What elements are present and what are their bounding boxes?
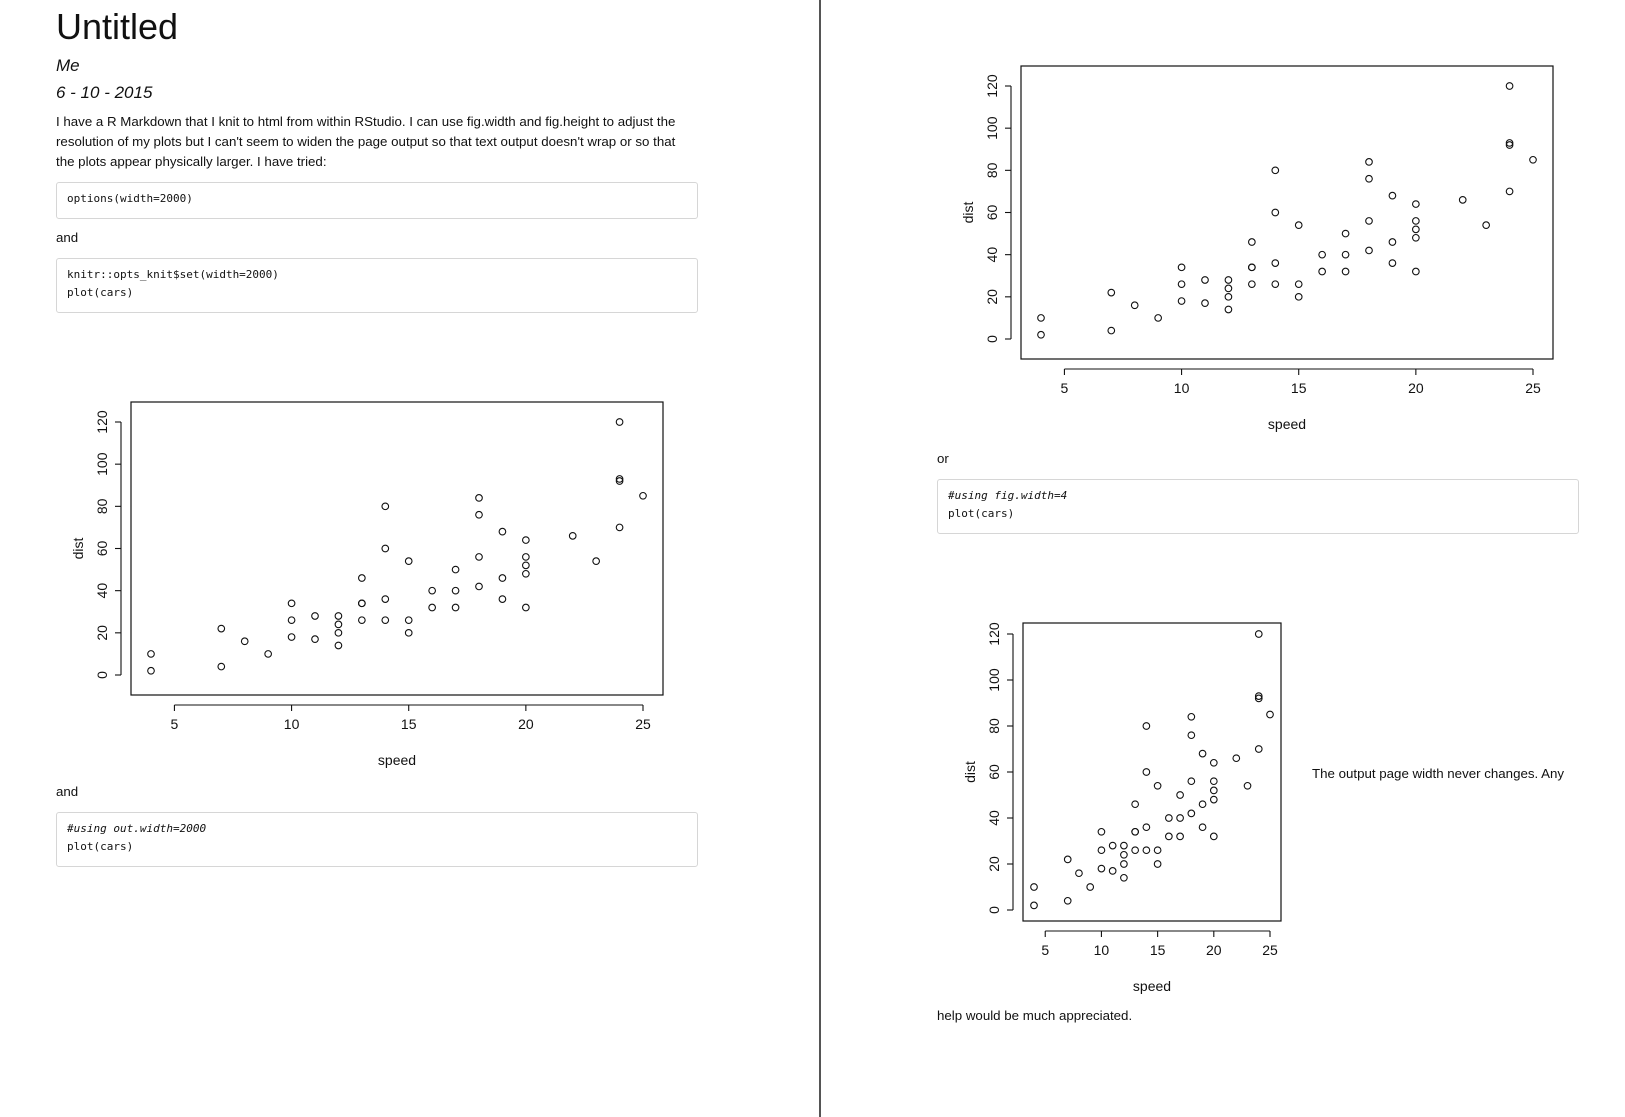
data-point <box>1108 289 1115 296</box>
code-comment: #using fig.width=4 <box>948 489 1068 502</box>
data-point <box>476 554 483 561</box>
data-point <box>1064 856 1071 863</box>
x-tick-label: 25 <box>1525 380 1541 396</box>
data-point <box>1272 167 1279 174</box>
y-tick-label: 100 <box>986 668 1002 692</box>
data-point <box>218 663 225 670</box>
data-point <box>1530 156 1537 163</box>
data-point <box>1166 815 1173 822</box>
data-point <box>312 636 319 643</box>
data-point <box>1177 833 1184 840</box>
data-point <box>1413 235 1420 242</box>
plot-frame <box>131 402 663 695</box>
y-tick-label: 80 <box>984 162 1000 179</box>
data-point <box>1202 300 1209 307</box>
data-point <box>1211 778 1218 785</box>
data-point <box>1233 755 1240 762</box>
data-point <box>1177 792 1184 799</box>
data-point <box>1413 268 1420 275</box>
data-point <box>476 511 483 518</box>
x-tick-label: 5 <box>170 716 179 732</box>
data-point <box>1319 268 1326 275</box>
data-point <box>335 621 342 628</box>
x-tick-label: 15 <box>1149 942 1166 958</box>
data-point <box>382 617 389 624</box>
data-point <box>1143 723 1150 730</box>
data-point <box>1249 281 1256 288</box>
data-point <box>1154 847 1161 854</box>
data-point <box>1342 251 1349 258</box>
x-tick-label: 5 <box>1041 942 1050 958</box>
data-point <box>1121 842 1128 849</box>
data-point <box>523 562 530 569</box>
data-point <box>1366 175 1373 182</box>
data-point <box>1109 842 1116 849</box>
data-point <box>640 492 647 499</box>
data-point <box>1225 277 1232 284</box>
data-point <box>1132 847 1139 854</box>
data-point <box>1225 285 1232 292</box>
data-point <box>593 558 600 565</box>
data-point <box>1272 260 1279 267</box>
data-point <box>1366 247 1373 254</box>
and-text-1: and <box>56 230 79 245</box>
scatter-plot-3 <box>935 605 1278 1000</box>
y-tick-label: 0 <box>986 906 1002 914</box>
data-point <box>1211 760 1218 767</box>
data-point <box>1459 197 1466 204</box>
data-point <box>616 419 623 426</box>
code-block-fig-width[interactable] <box>937 479 1579 534</box>
code-line: knitr::opts_knit$set(width=2000) <box>67 268 279 281</box>
data-point <box>382 596 389 603</box>
data-point <box>1108 327 1115 334</box>
data-point <box>1038 331 1045 338</box>
data-point <box>335 613 342 620</box>
y-tick-label: 120 <box>984 74 1000 98</box>
data-point <box>1255 631 1262 638</box>
data-point <box>1199 801 1206 808</box>
code-block-opts-knit[interactable] <box>56 258 698 313</box>
data-point <box>1342 230 1349 237</box>
data-point <box>1366 218 1373 225</box>
data-point <box>523 537 530 544</box>
data-point <box>1413 226 1420 233</box>
x-tick-label: 25 <box>1262 942 1278 958</box>
data-point <box>335 642 342 649</box>
data-point <box>569 533 576 540</box>
data-point <box>1413 201 1420 208</box>
data-point <box>1342 268 1349 275</box>
x-tick-label: 10 <box>1173 380 1190 396</box>
data-point <box>523 604 530 611</box>
data-point <box>1154 783 1161 790</box>
y-tick-label: 120 <box>94 410 110 434</box>
data-point <box>1211 796 1218 803</box>
data-point <box>1154 861 1161 868</box>
data-point <box>1272 281 1279 288</box>
data-point <box>382 545 389 552</box>
code-line: plot(cars) <box>67 840 134 853</box>
data-point <box>1098 847 1105 854</box>
y-tick-label: 40 <box>986 810 1002 826</box>
data-point <box>1132 801 1139 808</box>
data-point <box>1413 218 1420 225</box>
data-point <box>1188 732 1195 739</box>
closing-text: help would be much appreciated. <box>937 1008 1133 1023</box>
scatter-plot-1 <box>56 330 696 780</box>
data-point <box>1211 833 1218 840</box>
data-point <box>148 667 155 674</box>
data-point <box>1076 870 1083 877</box>
data-point <box>452 604 459 611</box>
data-point <box>1199 824 1206 831</box>
data-point <box>1225 306 1232 313</box>
data-point <box>499 528 506 535</box>
y-axis-label: dist <box>70 537 86 560</box>
data-point <box>1155 315 1162 322</box>
data-point <box>499 575 506 582</box>
data-point <box>1098 829 1105 836</box>
document-title: Untitled <box>56 6 179 47</box>
data-point <box>218 625 225 632</box>
data-point <box>359 617 366 624</box>
y-tick-label: 40 <box>984 246 1000 263</box>
document-date: 6 - 10 - 2015 <box>56 83 153 102</box>
y-tick-label: 40 <box>94 582 110 599</box>
code-line: plot(cars) <box>67 286 134 299</box>
data-point <box>265 651 272 658</box>
plot-frame <box>1021 66 1553 359</box>
data-point <box>288 600 295 607</box>
data-point <box>1031 884 1038 891</box>
data-point <box>382 503 389 510</box>
data-point <box>1295 222 1302 229</box>
data-point <box>1506 83 1513 90</box>
x-tick-label: 15 <box>400 716 417 732</box>
data-point <box>1178 281 1185 288</box>
scatter-plot-2 <box>935 50 1555 440</box>
data-point <box>1211 787 1218 794</box>
x-tick-label: 10 <box>283 716 300 732</box>
data-point <box>1202 277 1209 284</box>
data-point <box>1132 829 1139 836</box>
y-axis-label: dist <box>962 761 978 783</box>
data-point <box>1177 815 1184 822</box>
data-point <box>1225 294 1232 301</box>
data-point <box>1188 810 1195 817</box>
data-point <box>476 583 483 590</box>
y-tick-label: 120 <box>986 622 1002 646</box>
data-point <box>452 566 459 573</box>
data-point <box>1098 865 1105 872</box>
plot-frame <box>1023 623 1281 921</box>
data-point <box>429 604 436 611</box>
data-point <box>1121 861 1128 868</box>
y-axis-label: dist <box>960 201 976 224</box>
data-point <box>1272 209 1279 216</box>
data-point <box>1188 778 1195 785</box>
x-tick-label: 15 <box>1290 380 1307 396</box>
data-point <box>335 630 342 637</box>
side-text: The output page width never changes. Any <box>1312 766 1565 781</box>
x-tick-label: 20 <box>1408 380 1424 396</box>
data-point <box>405 630 412 637</box>
x-tick-label: 10 <box>1093 942 1110 958</box>
data-point <box>1121 852 1128 859</box>
data-point <box>1038 315 1045 322</box>
x-axis-label: speed <box>1267 416 1307 432</box>
y-tick-label: 20 <box>984 289 1000 305</box>
y-tick-label: 60 <box>986 764 1002 780</box>
data-point <box>1031 902 1038 909</box>
data-point <box>476 495 483 502</box>
data-point <box>1389 260 1396 267</box>
data-point <box>1143 824 1150 831</box>
or-text: or <box>937 451 949 466</box>
data-point <box>288 617 295 624</box>
data-point <box>312 613 319 620</box>
data-point <box>1295 281 1302 288</box>
data-point <box>241 638 248 645</box>
y-tick-label: 0 <box>984 335 1000 343</box>
code-comment: #using out.width=2000 <box>67 822 207 835</box>
data-point <box>429 587 436 594</box>
data-point <box>405 617 412 624</box>
data-point <box>1267 711 1274 718</box>
x-tick-label: 5 <box>1060 380 1069 396</box>
y-tick-label: 100 <box>94 452 110 476</box>
data-point <box>1109 868 1116 875</box>
data-point <box>1389 192 1396 199</box>
data-point <box>1087 884 1094 891</box>
code-block-out-width[interactable] <box>56 812 698 867</box>
document-author: Me <box>56 56 80 75</box>
y-tick-label: 60 <box>94 540 110 557</box>
data-point <box>359 600 366 607</box>
data-point <box>1295 294 1302 301</box>
intro-paragraph: I have a R Markdown that I knit to html from within RStudio. I can use fig.width and fig.height to adjust the resolution of my plots but I can't seem to widen the page output so that text output doesn't wrap or so that the plots appear physically larger. I have tried: <box>56 114 676 169</box>
data-point <box>1506 188 1513 195</box>
data-point <box>1199 750 1206 757</box>
y-tick-label: 60 <box>984 204 1000 221</box>
data-point <box>405 558 412 565</box>
x-tick-label: 20 <box>1206 942 1222 958</box>
data-point <box>1319 251 1326 258</box>
data-point <box>616 524 623 531</box>
data-point <box>1121 875 1128 882</box>
y-tick-label: 80 <box>986 718 1002 734</box>
data-point <box>1244 783 1251 790</box>
data-point <box>1366 159 1373 166</box>
data-point <box>288 634 295 641</box>
x-axis-label: speed <box>377 752 417 768</box>
and-text-2: and <box>56 784 79 799</box>
data-point <box>1143 769 1150 776</box>
data-point <box>148 651 155 658</box>
data-point <box>359 575 366 582</box>
data-point <box>452 587 459 594</box>
data-point <box>1255 746 1262 753</box>
y-tick-label: 20 <box>94 625 110 641</box>
y-tick-label: 80 <box>94 498 110 515</box>
data-point <box>1178 298 1185 305</box>
y-tick-label: 20 <box>986 856 1002 872</box>
code-line: plot(cars) <box>948 507 1015 520</box>
data-point <box>523 554 530 561</box>
data-point <box>1064 898 1071 905</box>
x-tick-label: 25 <box>635 716 651 732</box>
page-divider <box>819 0 821 1117</box>
y-tick-label: 100 <box>984 116 1000 140</box>
data-point <box>1389 239 1396 246</box>
x-tick-label: 20 <box>518 716 534 732</box>
x-axis-label: speed <box>1132 978 1172 994</box>
data-point <box>1249 264 1256 271</box>
data-point <box>1143 847 1150 854</box>
data-point <box>1131 302 1138 309</box>
y-tick-label: 0 <box>94 671 110 679</box>
data-point <box>1483 222 1490 229</box>
data-point <box>1188 714 1195 721</box>
data-point <box>1166 833 1173 840</box>
data-point <box>499 596 506 603</box>
data-point <box>523 571 530 578</box>
data-point <box>1178 264 1185 271</box>
code-line: options(width=2000) <box>67 192 193 205</box>
code-block-options[interactable] <box>56 182 698 219</box>
data-point <box>1249 239 1256 246</box>
